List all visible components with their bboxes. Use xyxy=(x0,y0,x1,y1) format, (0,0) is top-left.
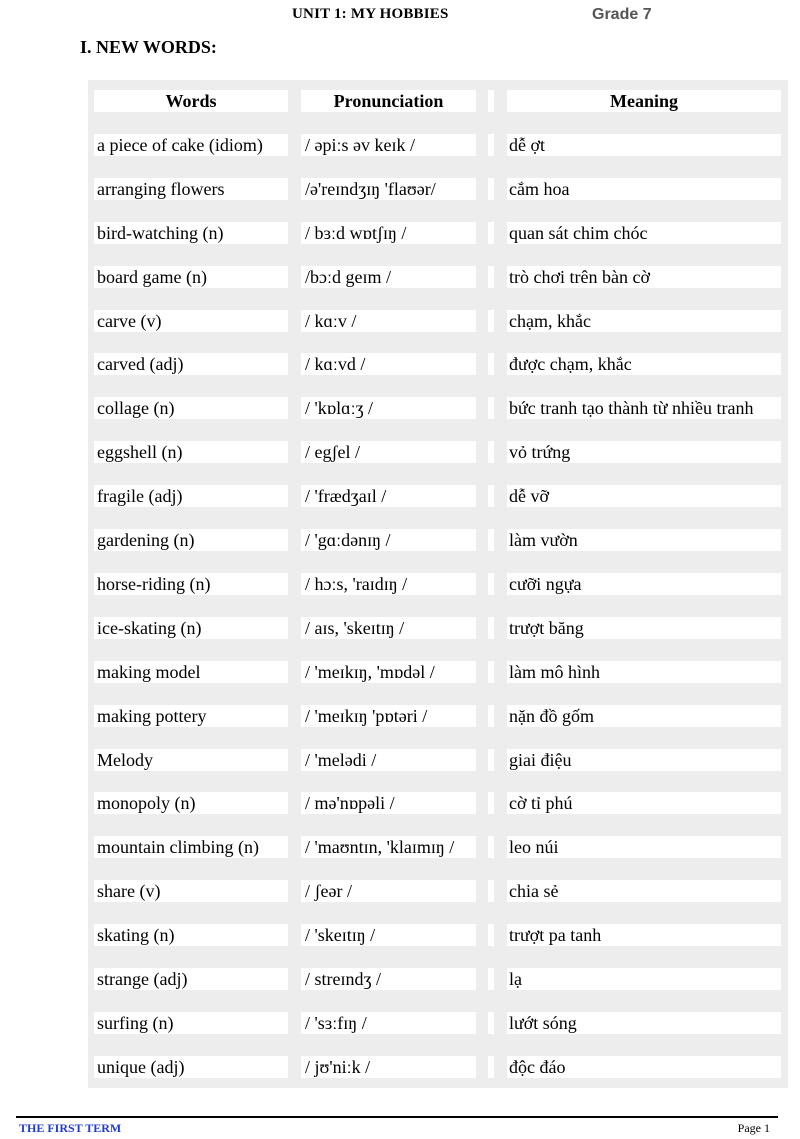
column-divider xyxy=(488,266,494,288)
column-header-pronunciation: Pronunciation xyxy=(301,90,476,112)
pronunciation-cell: / 'melədi / xyxy=(301,749,476,771)
column-divider xyxy=(488,705,494,727)
table-row xyxy=(88,782,788,826)
pronunciation-cell: / kɑːvd / xyxy=(301,353,476,375)
table-row xyxy=(88,826,788,870)
meaning-cell: cờ tỉ phú xyxy=(507,792,781,814)
column-divider xyxy=(488,573,494,595)
meaning-cell: quan sát chim chóc xyxy=(507,222,781,244)
table-row xyxy=(88,300,788,344)
table-row xyxy=(88,475,788,519)
word-cell: carved (adj) xyxy=(94,353,288,375)
meaning-cell: dễ ợt xyxy=(507,134,781,156)
table-row xyxy=(88,212,788,256)
section-heading: I. NEW WORDS: xyxy=(80,37,217,57)
word-cell: making pottery xyxy=(94,705,288,727)
table-row xyxy=(88,739,788,783)
column-divider xyxy=(488,310,494,332)
column-divider xyxy=(488,353,494,375)
pronunciation-cell: / aɪs, 'skeɪtɪŋ / xyxy=(301,617,476,639)
footer-term: THE FIRST TERM xyxy=(19,1121,122,1135)
column-divider xyxy=(488,617,494,639)
table-row xyxy=(88,168,788,212)
column-divider xyxy=(488,968,494,990)
column-divider xyxy=(488,441,494,463)
footer-rule xyxy=(16,1116,778,1118)
pronunciation-cell: / 'kɒlɑːʒ / xyxy=(301,397,476,419)
table-row xyxy=(88,607,788,651)
table-row xyxy=(88,563,788,607)
pronunciation-cell: / jʊ'niːk / xyxy=(301,1056,476,1078)
footer-page-number: Page 1 xyxy=(737,1121,770,1135)
table-row xyxy=(88,870,788,914)
column-divider xyxy=(488,836,494,858)
word-cell: a piece of cake (idiom) xyxy=(94,134,288,156)
word-cell: carve (v) xyxy=(94,310,288,332)
meaning-cell: chạm, khắc xyxy=(507,310,781,332)
pronunciation-cell: / streɪndʒ / xyxy=(301,968,476,990)
meaning-cell: lướt sóng xyxy=(507,1012,781,1034)
table-row xyxy=(88,431,788,475)
meaning-cell: nặn đồ gốm xyxy=(507,705,781,727)
word-cell: fragile (adj) xyxy=(94,485,288,507)
pronunciation-cell: / 'maʊntɪn, 'klaɪmɪŋ / xyxy=(301,836,476,858)
word-cell: monopoly (n) xyxy=(94,792,288,814)
pronunciation-cell: / kɑːv / xyxy=(301,310,476,332)
word-cell: gardening (n) xyxy=(94,529,288,551)
word-cell: arranging flowers xyxy=(94,178,288,200)
column-divider xyxy=(488,924,494,946)
pronunciation-cell: / 'skeɪtɪŋ / xyxy=(301,924,476,946)
column-divider xyxy=(488,222,494,244)
column-divider xyxy=(488,178,494,200)
table-row xyxy=(88,124,788,168)
table-row xyxy=(88,1046,788,1090)
pronunciation-cell: / 'frædʒaɪl / xyxy=(301,485,476,507)
meaning-cell: làm mô hình xyxy=(507,661,781,683)
word-cell: Melody xyxy=(94,749,288,771)
word-cell: horse-riding (n) xyxy=(94,573,288,595)
column-divider xyxy=(488,880,494,902)
word-cell: mountain climbing (n) xyxy=(94,836,288,858)
unit-title: UNIT 1: MY HOBBIES xyxy=(292,6,449,22)
word-cell: making model xyxy=(94,661,288,683)
pronunciation-cell: /ə'reɪndʒɪŋ 'flaʊər/ xyxy=(301,178,476,200)
word-cell: strange (adj) xyxy=(94,968,288,990)
pronunciation-cell: /bɔːd geɪm / xyxy=(301,266,476,288)
meaning-cell: bức tranh tạo thành từ nhiều tranh xyxy=(507,397,781,419)
pronunciation-cell: / 'meɪkɪŋ 'pɒtəri / xyxy=(301,705,476,727)
column-divider xyxy=(488,90,494,112)
column-divider xyxy=(488,1056,494,1078)
meaning-cell: độc đáo xyxy=(507,1056,781,1078)
column-divider xyxy=(488,397,494,419)
table-row xyxy=(88,1002,788,1046)
grade-label: Grade 7 xyxy=(592,6,652,23)
meaning-cell: leo núi xyxy=(507,836,781,858)
column-header-meaning: Meaning xyxy=(507,90,781,112)
word-cell: bird-watching (n) xyxy=(94,222,288,244)
column-divider xyxy=(488,1012,494,1034)
pronunciation-cell: / 'gɑːdənɪŋ / xyxy=(301,529,476,551)
column-divider xyxy=(488,485,494,507)
meaning-cell: vỏ trứng xyxy=(507,441,781,463)
pronunciation-cell: / 'meɪkɪŋ, 'mɒdəl / xyxy=(301,661,476,683)
word-cell: unique (adj) xyxy=(94,1056,288,1078)
table-row xyxy=(88,958,788,1002)
column-divider xyxy=(488,749,494,771)
meaning-cell: chia sẻ xyxy=(507,880,781,902)
pronunciation-cell: / egʃel / xyxy=(301,441,476,463)
pronunciation-cell: / ʃeər / xyxy=(301,880,476,902)
meaning-cell: dễ vỡ xyxy=(507,485,781,507)
meaning-cell: cắm hoa xyxy=(507,178,781,200)
word-cell: board game (n) xyxy=(94,266,288,288)
word-cell: surfing (n) xyxy=(94,1012,288,1034)
column-divider xyxy=(488,792,494,814)
word-cell: ice-skating (n) xyxy=(94,617,288,639)
table-row xyxy=(88,651,788,695)
word-cell: collage (n) xyxy=(94,397,288,419)
meaning-cell: trò chơi trên bàn cờ xyxy=(507,266,781,288)
pronunciation-cell: / əpiːs əv keɪk / xyxy=(301,134,476,156)
pronunciation-cell: / 'sɜːfɪŋ / xyxy=(301,1012,476,1034)
meaning-cell: giai điệu xyxy=(507,749,781,771)
table-row xyxy=(88,519,788,563)
pronunciation-cell: / hɔːs, 'raɪdɪŋ / xyxy=(301,573,476,595)
vocabulary-table xyxy=(88,80,788,1088)
word-cell: skating (n) xyxy=(94,924,288,946)
word-cell: eggshell (n) xyxy=(94,441,288,463)
column-header-words: Words xyxy=(94,90,288,112)
word-cell: share (v) xyxy=(94,880,288,902)
meaning-cell: trượt băng xyxy=(507,617,781,639)
table-row xyxy=(88,256,788,300)
table-row xyxy=(88,695,788,739)
pronunciation-cell: / bɜːd wɒtʃɪŋ / xyxy=(301,222,476,244)
table-header-row xyxy=(88,80,788,124)
column-divider xyxy=(488,661,494,683)
column-divider xyxy=(488,529,494,551)
pronunciation-cell: / mə'nɒpəli / xyxy=(301,792,476,814)
meaning-cell: được chạm, khắc xyxy=(507,353,781,375)
table-row xyxy=(88,914,788,958)
meaning-cell: làm vườn xyxy=(507,529,781,551)
table-row xyxy=(88,343,788,387)
column-divider xyxy=(488,134,494,156)
meaning-cell: cưỡi ngựa xyxy=(507,573,781,595)
meaning-cell: trượt pa tanh xyxy=(507,924,781,946)
meaning-cell: lạ xyxy=(507,968,781,990)
table-row xyxy=(88,387,788,431)
